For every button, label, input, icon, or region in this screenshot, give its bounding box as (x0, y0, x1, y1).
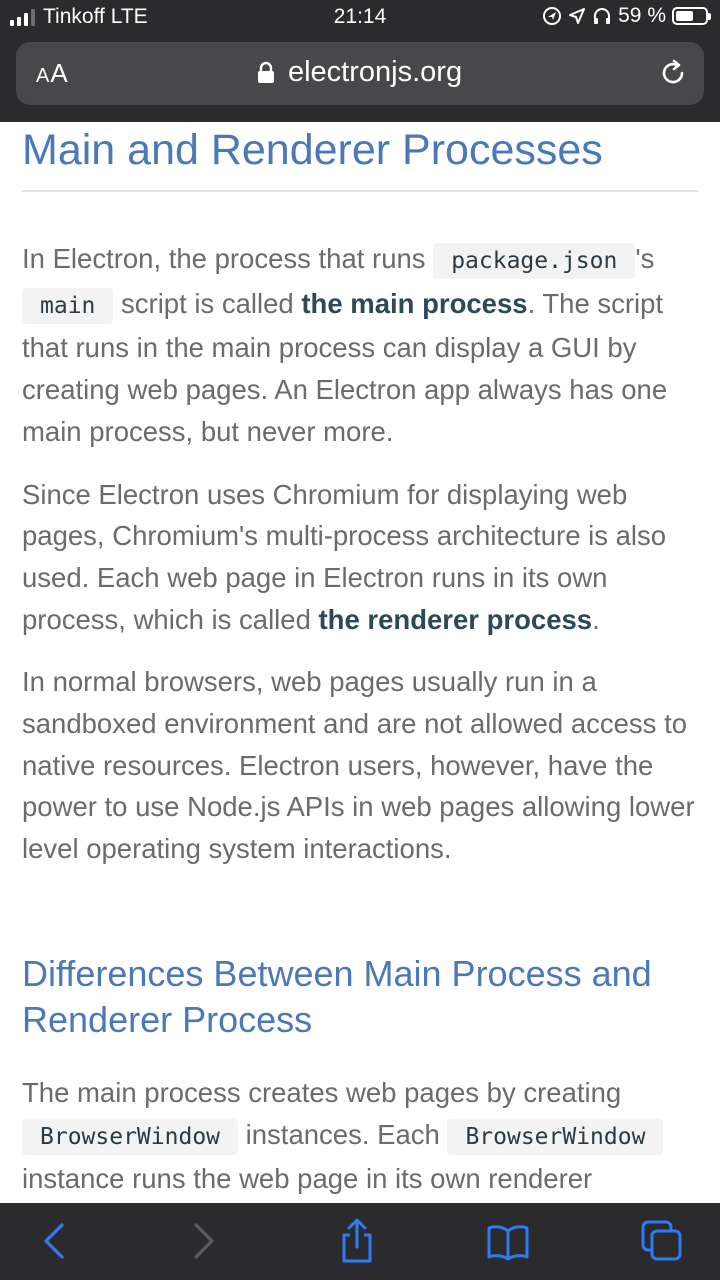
code-browserwindow: BrowserWindow (22, 1119, 238, 1155)
arrow-icon (568, 7, 586, 25)
status-time: 21:14 (333, 5, 387, 28)
paragraph-browserwindow: The main process creates web pages by creating BrowserWindow instances. Each BrowserWindow instance runs the web page in its own renderer (22, 1072, 702, 1245)
section-title-differences: Differences Between Main Process and Renderer Process (22, 952, 652, 1040)
carrier-label: Tinkoff LTE (43, 5, 148, 28)
battery-icon (672, 7, 708, 25)
page-content[interactable] (0, 122, 720, 1203)
status-right (542, 4, 708, 28)
bookmarks-icon[interactable] (486, 1223, 530, 1261)
address-field[interactable] (16, 56, 704, 89)
code-main: main (22, 288, 113, 324)
bold-main-process: the main process (301, 287, 528, 319)
share-icon[interactable] (338, 1217, 376, 1265)
tabs-icon[interactable] (640, 1219, 684, 1263)
code-package-json: package.json (433, 243, 635, 279)
back-icon[interactable] (40, 1221, 68, 1261)
url-text: electronjs.org (287, 56, 463, 88)
code-browserwindow: BrowserWindow (447, 1119, 663, 1155)
battery-percent: 59 % (618, 4, 666, 27)
headphones-icon (592, 6, 612, 26)
lock-icon (258, 62, 274, 84)
paragraph-node-apis: In normal browsers, web pages usually run in a sandboxed environment and are not allowed access to native resources. Electron users, however, have the power to use Node.js APIs in web pages allowing lower level operating system interactions. (22, 666, 695, 865)
url-bar[interactable] (16, 42, 704, 105)
paragraph-renderer-process: Since Electron uses Chromium for displaying web pages, Chromium's multi-process architecture is also used. Each web page in Electron runs in its own process, which is called the renderer process. (22, 478, 667, 635)
browser-chrome-top (0, 0, 720, 122)
reader-settings-button[interactable]: AA (36, 58, 69, 88)
paragraph-main-process: In Electron, the process that runs package.json 's main script is called the main process. The script that runs in the main process can display a GUI by creating web pages. An Electron app always has one main process, but never more. (22, 243, 668, 447)
reload-icon[interactable] (658, 58, 688, 88)
page-title: Main and Renderer Processes (22, 126, 603, 174)
forward-icon[interactable] (190, 1221, 218, 1261)
location-icon (542, 6, 562, 26)
status-bar (0, 0, 720, 36)
browser-toolbar (0, 1203, 720, 1280)
bold-renderer-process: the renderer process (318, 603, 593, 635)
title-divider (22, 190, 698, 192)
